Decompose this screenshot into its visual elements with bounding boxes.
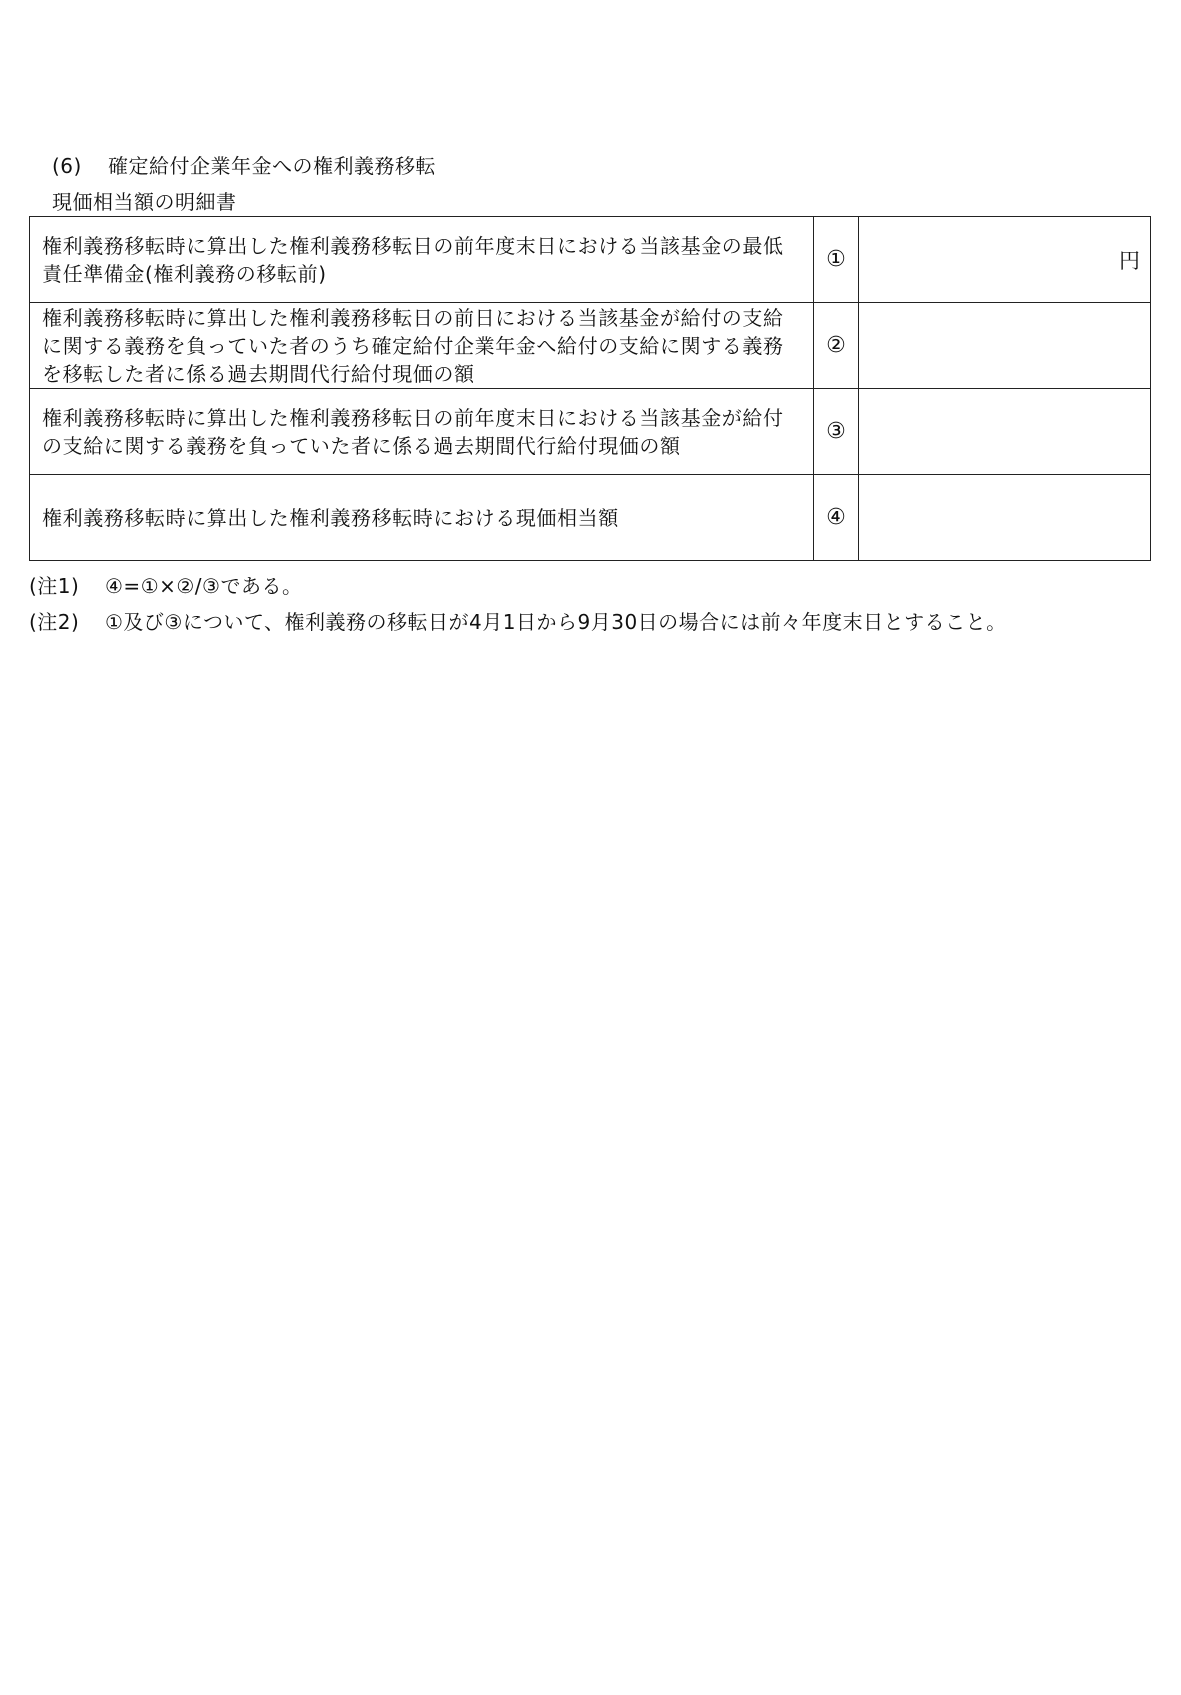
note-1 <box>29 568 1007 604</box>
note-label: (注2) <box>29 610 80 634</box>
statement-title: 現価相当額の明細書 <box>52 190 237 214</box>
note-text: ①及び③について、権利義務の移転日が4月1日から9月30日の場合には前々年度末日とすること。 <box>105 610 1007 634</box>
table-row <box>30 475 1151 561</box>
row-description: 権利義務移転時に算出した権利義務移転日の前年度末日における当該基金が給付の支給に関する義務を負っていた者に係る過去期間代行給付現価の額 <box>30 389 814 475</box>
row-marker: ② <box>814 303 859 389</box>
note-2 <box>29 604 1007 640</box>
amount-cell <box>859 475 1151 561</box>
row-description: 権利義務移転時に算出した権利義務移転日の前年度末日における当該基金の最低責任準備金(権利義務の移転前) <box>30 217 814 303</box>
note-label: (注1) <box>29 574 80 598</box>
section-heading <box>52 152 436 180</box>
present-value-table <box>29 216 1151 561</box>
notes <box>29 568 1007 640</box>
table-row <box>30 303 1151 389</box>
amount-cell <box>859 389 1151 475</box>
section-title: 確定給付企業年金への権利義務移転 <box>108 154 436 178</box>
row-marker: ③ <box>814 389 859 475</box>
row-marker: ① <box>814 217 859 303</box>
note-text: ④=①×②/③である。 <box>105 574 303 598</box>
table-row <box>30 217 1151 303</box>
section-number: (6) <box>52 154 82 178</box>
row-marker: ④ <box>814 475 859 561</box>
amount-cell: 円 <box>859 217 1151 303</box>
table-row <box>30 389 1151 475</box>
amount-cell <box>859 303 1151 389</box>
row-description: 権利義務移転時に算出した権利義務移転時における現価相当額 <box>30 475 814 561</box>
row-description: 権利義務移転時に算出した権利義務移転日の前日における当該基金が給付の支給に関する義務を負っていた者のうち確定給付企業年金へ給付の支給に関する義務を移転した者に係る過去期間代行給付現価の額 <box>30 303 814 389</box>
